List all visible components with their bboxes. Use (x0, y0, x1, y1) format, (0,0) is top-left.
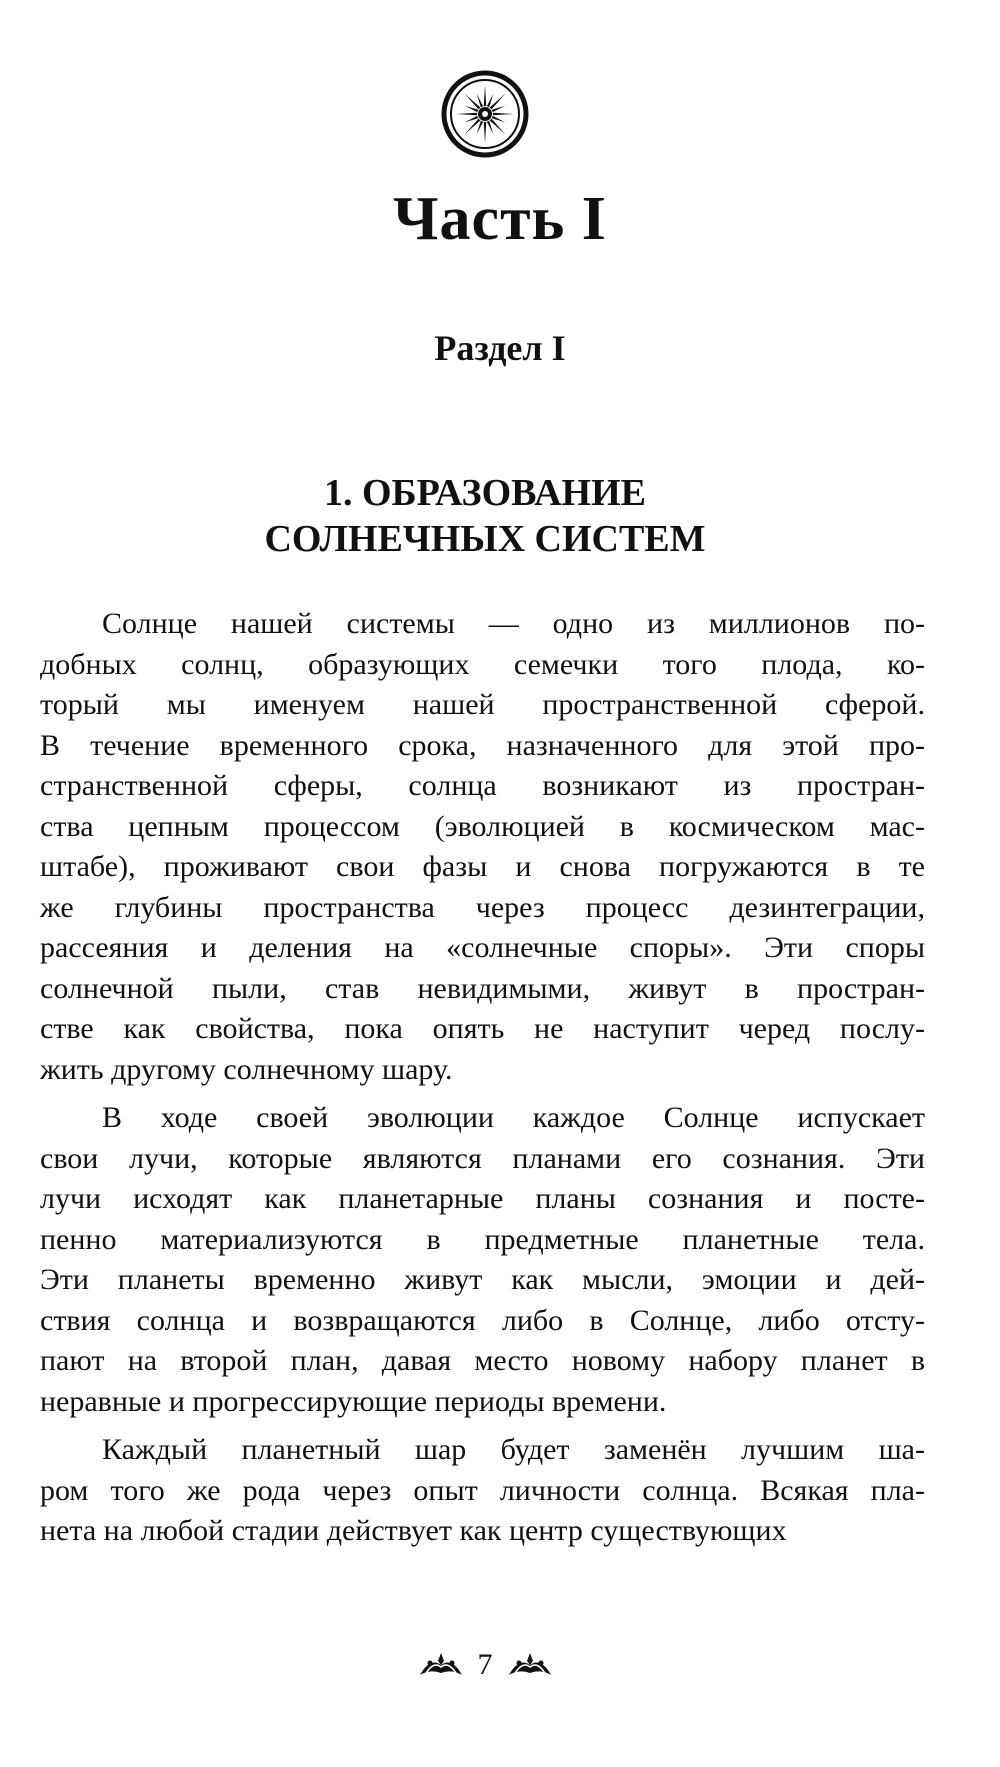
text-line: В ходе своей эволюции каждое Солнце испускает (102, 1101, 925, 1134)
paragraph (40, 1430, 925, 1552)
star-in-circle-icon (441, 70, 529, 158)
part-title: Часть I (393, 185, 607, 253)
text-line: рассеяния и деления на «солнечные споры». Эти споры (40, 931, 925, 964)
text-line: штабе), проживают свои фазы и снова погружаются в те (40, 850, 925, 883)
text-line: пенно материализуются в предметные планетные тела. (40, 1222, 925, 1256)
chapter-title (0, 470, 970, 562)
chapter-title-line1: 1. ОБРАЗОВАНИЕ (324, 472, 646, 514)
text-line: же глубины пространства через процесс дезинтеграции, (40, 890, 925, 924)
chapter-title-line2: СОЛНЕЧНЫХ СИСТЕМ (264, 518, 706, 560)
text-line: жить другому солнечному шару. (40, 1052, 453, 1086)
floral-ornament-icon (418, 1651, 464, 1679)
text-line: Эти планеты временно живут как мысли, эмоции и дей- (40, 1263, 925, 1296)
text-line: ром того же рода через опыт личности солнца. Всякая пла- (40, 1473, 925, 1507)
paragraph (40, 604, 925, 1090)
text-line: странственной сферы, солнца возникают из простран- (40, 769, 925, 802)
page-footer (0, 1650, 970, 1680)
text-line: ствия солнца и возвращаются либо в Солнце, либо отсту- (40, 1303, 925, 1337)
text-line: Солнце нашей системы — одно из миллионов по- (102, 607, 925, 640)
text-line: неравные и прогрессирующие периоды времени. (40, 1384, 667, 1418)
text-line: ства цепным процессом (эволюцией в космическом мас- (40, 809, 925, 843)
text-line: Каждый планетный шар будет заменён лучшим ша- (102, 1433, 925, 1466)
text-line: добных солнц, образующих семечки того плода, ко- (40, 647, 925, 681)
body-text (40, 604, 925, 1552)
page-number: 7 (477, 1648, 493, 1681)
text-line: нета на любой стадии действует как центр существующих (40, 1514, 787, 1547)
text-line: пают на второй план, давая место новому набору планет в (40, 1344, 925, 1377)
section-title: Раздел I (434, 328, 566, 368)
text-line: лучи исходят как планетарные планы сознания и посте- (40, 1182, 925, 1215)
text-line: свои лучи, которые являются планами его сознания. Эти (40, 1141, 925, 1175)
text-line: торый мы именуем нашей пространственной сферой. (40, 688, 925, 721)
paragraph (40, 1098, 925, 1422)
floral-ornament-icon (507, 1651, 553, 1679)
text-line: В течение временного срока, назначенного для этой про- (40, 728, 925, 762)
text-line: солнечной пыли, став невидимыми, живут в простран- (40, 971, 925, 1005)
text-line: стве как свойства, пока опять не наступит черед послу- (40, 1012, 925, 1045)
